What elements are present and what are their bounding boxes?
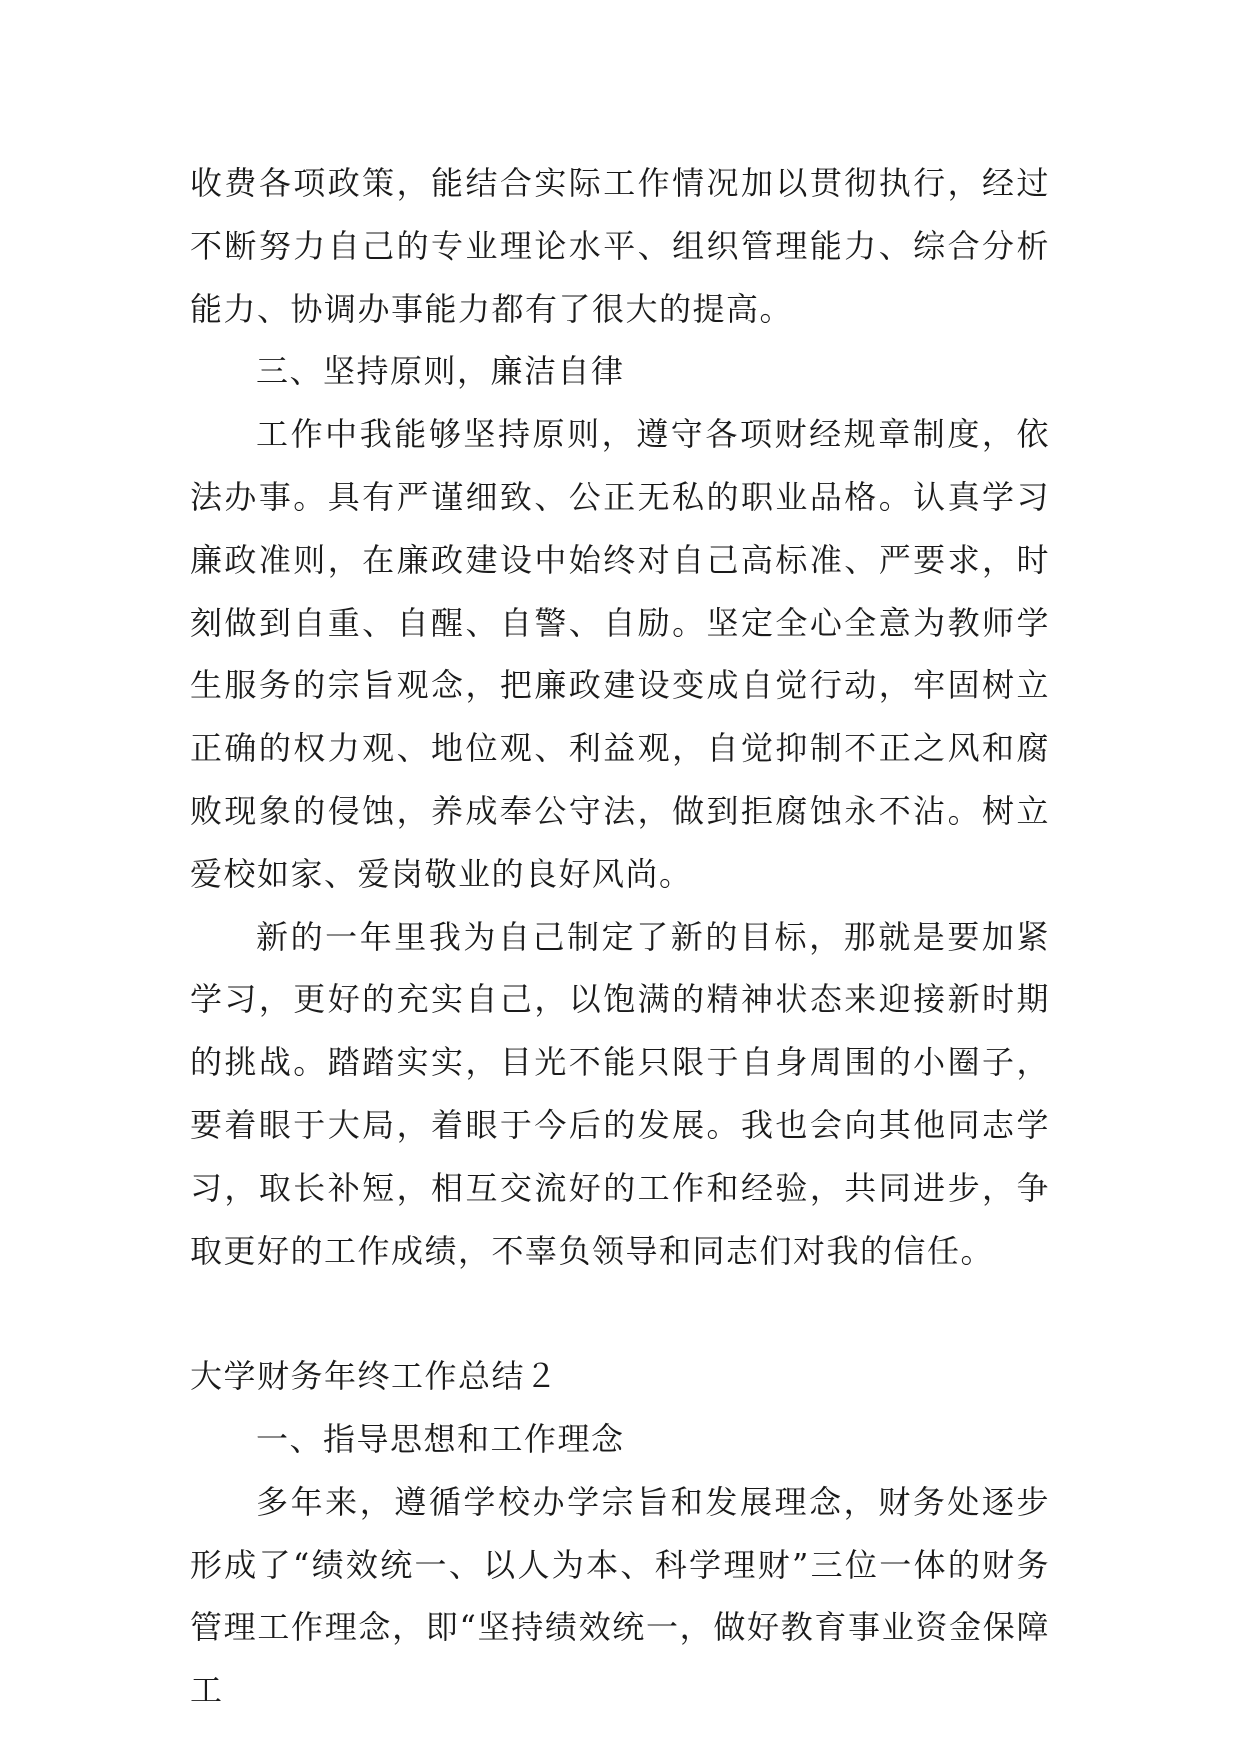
- document-body: [190, 152, 1050, 1722]
- paragraph-new-year-goals: 新的一年里我为自己制定了新的目标，那就是要加紧学习，更好的充实自己，以饱满的精神状态来迎接新时期的挑战。踏踏实实，目光不能只限于自身周围的小圈子，要着眼于大局，着眼于今后的发展。我也会向其他同志学习，取长补短，相互交流好的工作和经验，共同进步，争取更好的工作成绩，不辜负领导和同志们对我的信任。: [190, 917, 1050, 1270]
- paragraph-policy-continuation: 收费各项政策，能结合实际工作情况加以贯彻执行，经过不断努力自己的专业理论水平、组织管理能力、综合分析能力、协调办事能力都有了很大的提高。: [190, 164, 1050, 328]
- paragraph-guiding-ideology: 多年来，遵循学校办学宗旨和发展理念，财务处逐步形成了“绩效统一、以人为本、科学理财”三位一体的财务管理工作理念，即“坚持绩效统一，做好教育事业资金保障工: [190, 1482, 1050, 1710]
- section-heading-integrity: 三、坚持原则，廉洁自律: [256, 352, 625, 391]
- section-heading-guiding-ideology: 一、指导思想和工作理念: [256, 1419, 625, 1458]
- document-title-2: 大学财务年终工作总结２: [190, 1357, 559, 1396]
- paragraph-integrity: 工作中我能够坚持原则，遵守各项财经规章制度，依法办事。具有严谨细致、公正无私的职业品格。认真学习廉政准则，在廉政建设中始终对自己高标准、严要求，时刻做到自重、自醒、自警、自励。坚定全心全意为教师学生服务的宗旨观念，把廉政建设变成自觉行动，牢固树立正确的权力观、地位观、利益观，自觉抑制不正之风和腐败现象的侵蚀，养成奉公守法，做到拒腐蚀永不沾。树立爱校如家、爱岗敬业的良好风尚。: [190, 415, 1050, 893]
- section-spacer: [190, 1282, 1050, 1345]
